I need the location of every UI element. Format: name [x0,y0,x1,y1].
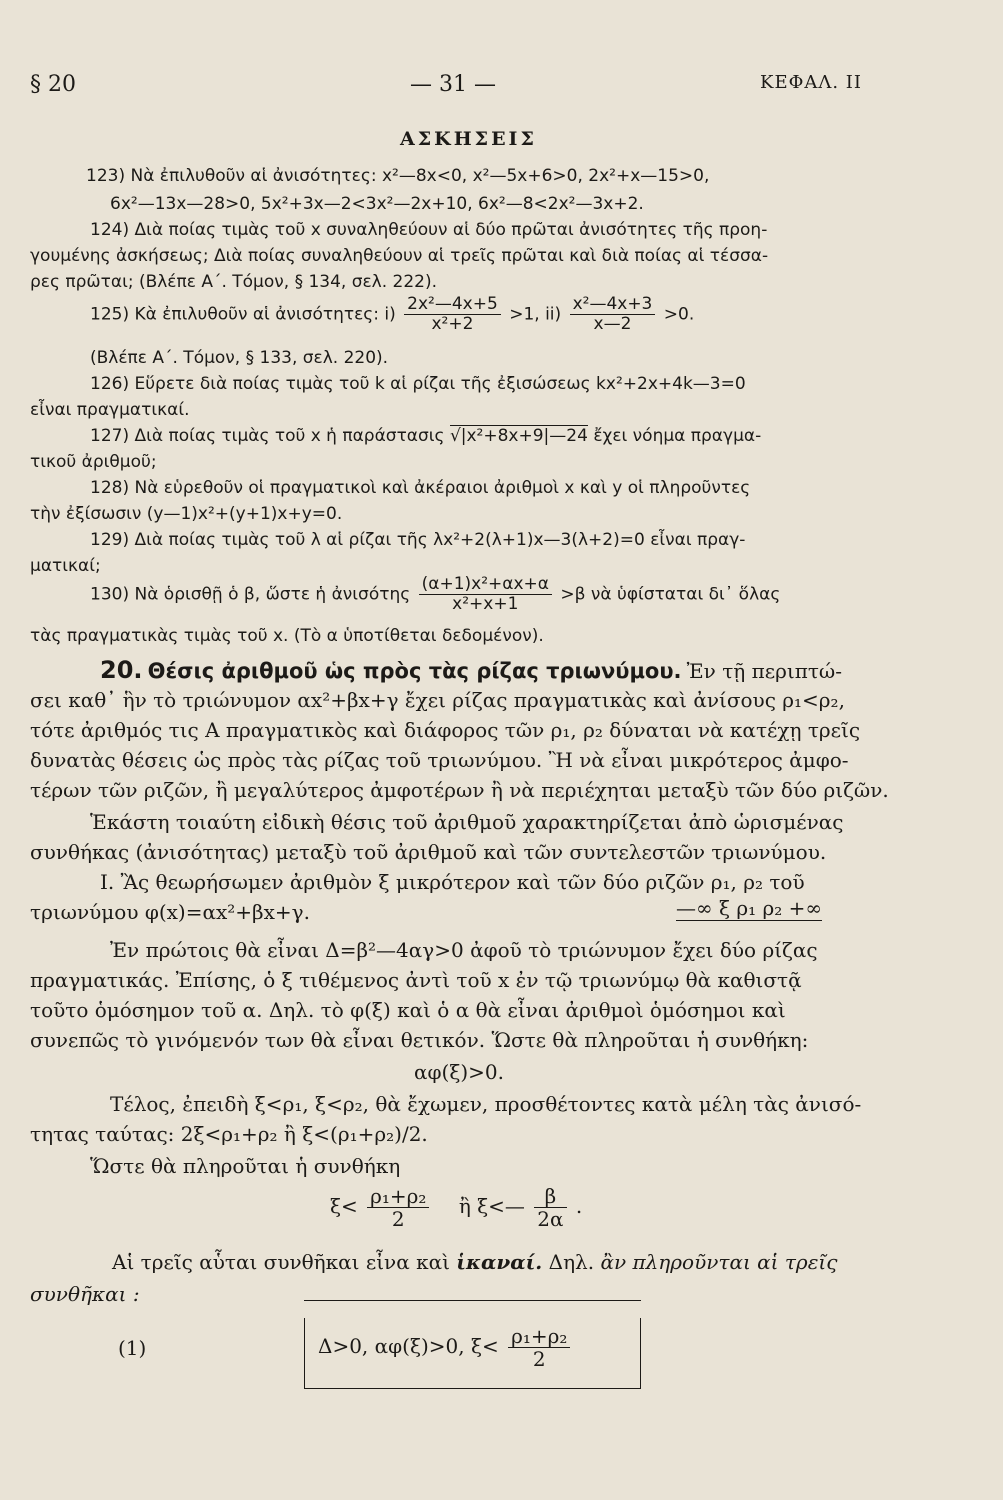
fraction-denominator: 2 [391,1207,405,1231]
equation-label: (1) [118,1336,147,1360]
exercise-125-fraction-2 [570,296,656,333]
eq-prefix: ξ< [330,1194,358,1218]
exercise-130-fraction [419,576,552,613]
fraction-numerator: β [534,1186,566,1208]
exercise-125-line2: (Βλέπε Α΄. Τόμον, § 133, σελ. 220). [90,348,389,368]
exercise-125-prefix: 125) Κὰ ἐπιλυθοῦν αἱ ἀνισότητες: i) [90,304,396,325]
fraction-numerator: ρ₁+ρ₂ [367,1186,429,1208]
paragraph-line: τοῦτο ὁμόσημον τοῦ α. Δηλ. τὸ φ(ξ) καὶ ὁ α θὰ εἶναι ἀριθμοὶ ὁμόσημοι καὶ [30,998,786,1022]
exercise-125-fraction-1 [404,296,501,333]
exercise-130-prefix: 130) Νὰ ὁρισθῇ ὁ β, ὥστε ἡ ἀνισότης [90,584,411,605]
exercise-128-line1: 128) Νὰ εὑρεθοῦν οἱ πραγματικοὶ καὶ ἀκέραιοι ἀριθμοὶ x καὶ y οἱ πληροῦντες [90,478,751,498]
italic-text: ἂν πληροῦνται αἱ τρεῖς [600,1250,838,1274]
paragraph-line: συνθήκας (ἀνισότητας) μεταξὺ τοῦ ἀριθμοῦ καὶ τῶν συντελεστῶν τριωνύμου. [30,840,827,864]
exercise-129-line2: ματικαί; [30,556,101,576]
eq-fraction-2 [534,1186,566,1229]
paragraph-line: συνεπῶς τὸ γινόμενόν των θὰ εἶναι θετικόν. Ὥστε θὰ πληροῦται ἡ συνθήκη: [30,1028,809,1052]
exercise-127-prefix: 127) Διὰ ποίας τιμὰς τοῦ x ἡ παράστασις [90,426,445,446]
paragraph-line: I. Ἂς θεωρήσωμεν ἀριθμὸν ξ μικρότερον καὶ τῶν δύο ριζῶν ρ₁, ρ₂ τοῦ [100,870,805,894]
exercise-126-line2: εἶναι πραγματικαί. [30,400,190,420]
exercises-title: ΑΣΚΗΣΕΙΣ [400,128,537,150]
paragraph-line: συνθῆκαι : [30,1282,140,1306]
chapter-label: ΚΕΦΑΛ. II [760,72,863,93]
fraction-numerator: (α+1)x²+αx+α [419,576,552,595]
page-number: — 31 — [410,72,496,97]
fraction-numerator: ρ₁+ρ₂ [508,1326,570,1348]
text-run: Αἱ τρεῖς αὗται συνθῆκαι εἶνα καὶ [112,1250,450,1274]
exercise-125-suffix: >0. [663,304,695,325]
paragraph-line [112,1252,837,1272]
paragraph-line: τότε ἀριθμός τις Α πραγματικὸς καὶ διάφορος τῶν ρ₁, ρ₂ δύναται νὰ κατέχῃ τρεῖς [30,718,861,742]
exercise-124-line2: γουμένης ἀσκήσεως; Διὰ ποίας συναληθεύουν αἱ τρεῖς πρῶται καὶ διὰ ποίας αἱ τέσσα- [30,246,769,266]
number-axis-diagram: —∞ ξ ρ₁ ρ₂ +∞ [676,896,823,920]
exercise-128-line2: τὴν ἐξίσωσιν (y—1)x²+(y+1)x+y=0. [30,504,343,524]
eq-suffix: . [575,1194,583,1218]
emphasis-text: ἱκαναί. [456,1250,543,1274]
paragraph-line: σει καθ᾽ ἣν τὸ τριώνυμον αx²+βx+γ ἔχει ρίζας πραγματικὰς καὶ ἀνίσους ρ₁<ρ₂, [30,688,845,712]
text-run: Δηλ. [548,1250,595,1274]
fraction-denominator: x—2 [593,314,632,334]
paragraph-line: τέρων τῶν ριζῶν, ἢ μεγαλύτερος ἀμφοτέρων ἢ νὰ περιέχηται μεταξὺ τῶν δύο ριζῶν. [30,778,889,802]
eq-middle: ἢ ξ<— [458,1194,525,1218]
condition-equation: αφ(ξ)>0. [414,1060,504,1084]
section-text-start: Ἐν τῇ περιπτώ- [686,659,842,683]
paragraph-line: Ἐν πρώτοις θὰ εἶναι Δ=β²—4αγ>0 ἀφοῦ τὸ τριώνυμον ἔχει δύο ρίζας [110,938,818,962]
exercise-124-line1: 124) Διὰ ποίας τιμὰς τοῦ x συναληθεύουν αἱ δύο πρῶται ἀνισότητες τῆς προη- [90,220,768,240]
exercise-130-line2: τὰς πραγματικὰς τιμὰς τοῦ x. (Τὸ α ὑποτίθεται δεδομένον). [30,626,544,646]
section-marker: § 20 [30,72,76,97]
exercise-125-line1 [90,296,694,333]
fraction-numerator: 2x²—4x+5 [404,296,501,315]
exercise-127-line2: τικοῦ ἀριθμοῦ; [30,452,157,472]
section-number: 20. [100,656,143,684]
paragraph-line: πραγματικάς. Ἐπίσης, ὁ ξ τιθέμενος ἀντὶ τοῦ x ἐν τῷ τριωνύμῳ θὰ καθιστᾷ [30,968,802,992]
exercise-130-line1 [90,576,780,613]
exercise-127-line1 [90,428,761,445]
paragraph-line: Τέλος, ἐπειδὴ ξ<ρ₁, ξ<ρ₂, θὰ ἔχωμεν, προσθέτοντες κατὰ μέλη τὰς ἀνισό- [110,1092,862,1116]
exercise-124-line3: ρες πρῶται; (Βλέπε Α΄. Τόμον, § 134, σελ. 222). [30,272,438,292]
exercise-123-line1: 123) Νὰ ἐπιλυθοῦν αἱ ἀνισότητες: x²—8x<0, x²—5x+6>0, 2x²+x—15>0, [86,166,710,186]
boxed-conditions [318,1326,573,1369]
fraction-denominator: x²+2 [431,314,474,334]
paragraph-line: τητας ταύτας: 2ξ<ρ₁+ρ₂ ἢ ξ<(ρ₁+ρ₂)/2. [30,1122,428,1146]
fraction-denominator: x²+x+1 [452,594,519,614]
paragraph-line: τριωνύμου φ(x)=αx²+βx+γ. [30,900,310,924]
exercise-125-middle: >1, ii) [509,304,562,325]
fraction-denominator: 2 [532,1347,546,1371]
box-fraction [508,1326,570,1369]
fraction-numerator: x²—4x+3 [570,296,656,315]
paragraph-line: Ὥστε θὰ πληροῦται ἡ συνθήκη [90,1154,401,1178]
exercise-127-suffix: ἔχει νόημα πραγμα- [593,426,762,446]
section-title: Θέσις ἀριθμοῦ ὡς πρὸς τὰς ρίζας τριωνύμου. [147,659,682,683]
display-equation [330,1186,582,1229]
exercise-129-line1: 129) Διὰ ποίας τιμὰς τοῦ λ αἱ ρίζαι τῆς λx²+2(λ+1)x—3(λ+2)=0 εἶναι πραγ- [90,530,746,550]
box-conditions-text: Δ>0, αφ(ξ)>0, ξ< [318,1334,499,1358]
fraction-denominator: 2α [537,1207,564,1231]
exercise-126-line1: 126) Εὕρετε διὰ ποίας τιμὰς τοῦ k αἱ ρίζαι τῆς ἐξισώσεως kx²+2x+4k—3=0 [90,374,746,394]
exercise-127-radical: √|x²+8x+9|—24 [449,426,588,446]
eq-fraction-1 [367,1186,429,1229]
paragraph-line: δυνατὰς θέσεις ὡς πρὸς τὰς ρίζας τοῦ τριωνύμου. Ἢ νὰ εἶναι μικρότερος ἀμφο- [30,748,849,772]
exercise-130-suffix: >β νὰ ὑφίσταται δι᾽ ὅλας [560,584,781,605]
section-20-heading [100,658,842,682]
paragraph-line: Ἑκάστη τοιαύτη εἰδικὴ θέσις τοῦ ἀριθμοῦ χαρακτηρίζεται ἀπὸ ὡρισμένας [90,810,844,834]
exercise-123-line2: 6x²—13x—28>0, 5x²+3x—2<3x²—2x+10, 6x²—8<2x²—3x+2. [110,194,644,214]
box-top-rule [304,1300,641,1301]
